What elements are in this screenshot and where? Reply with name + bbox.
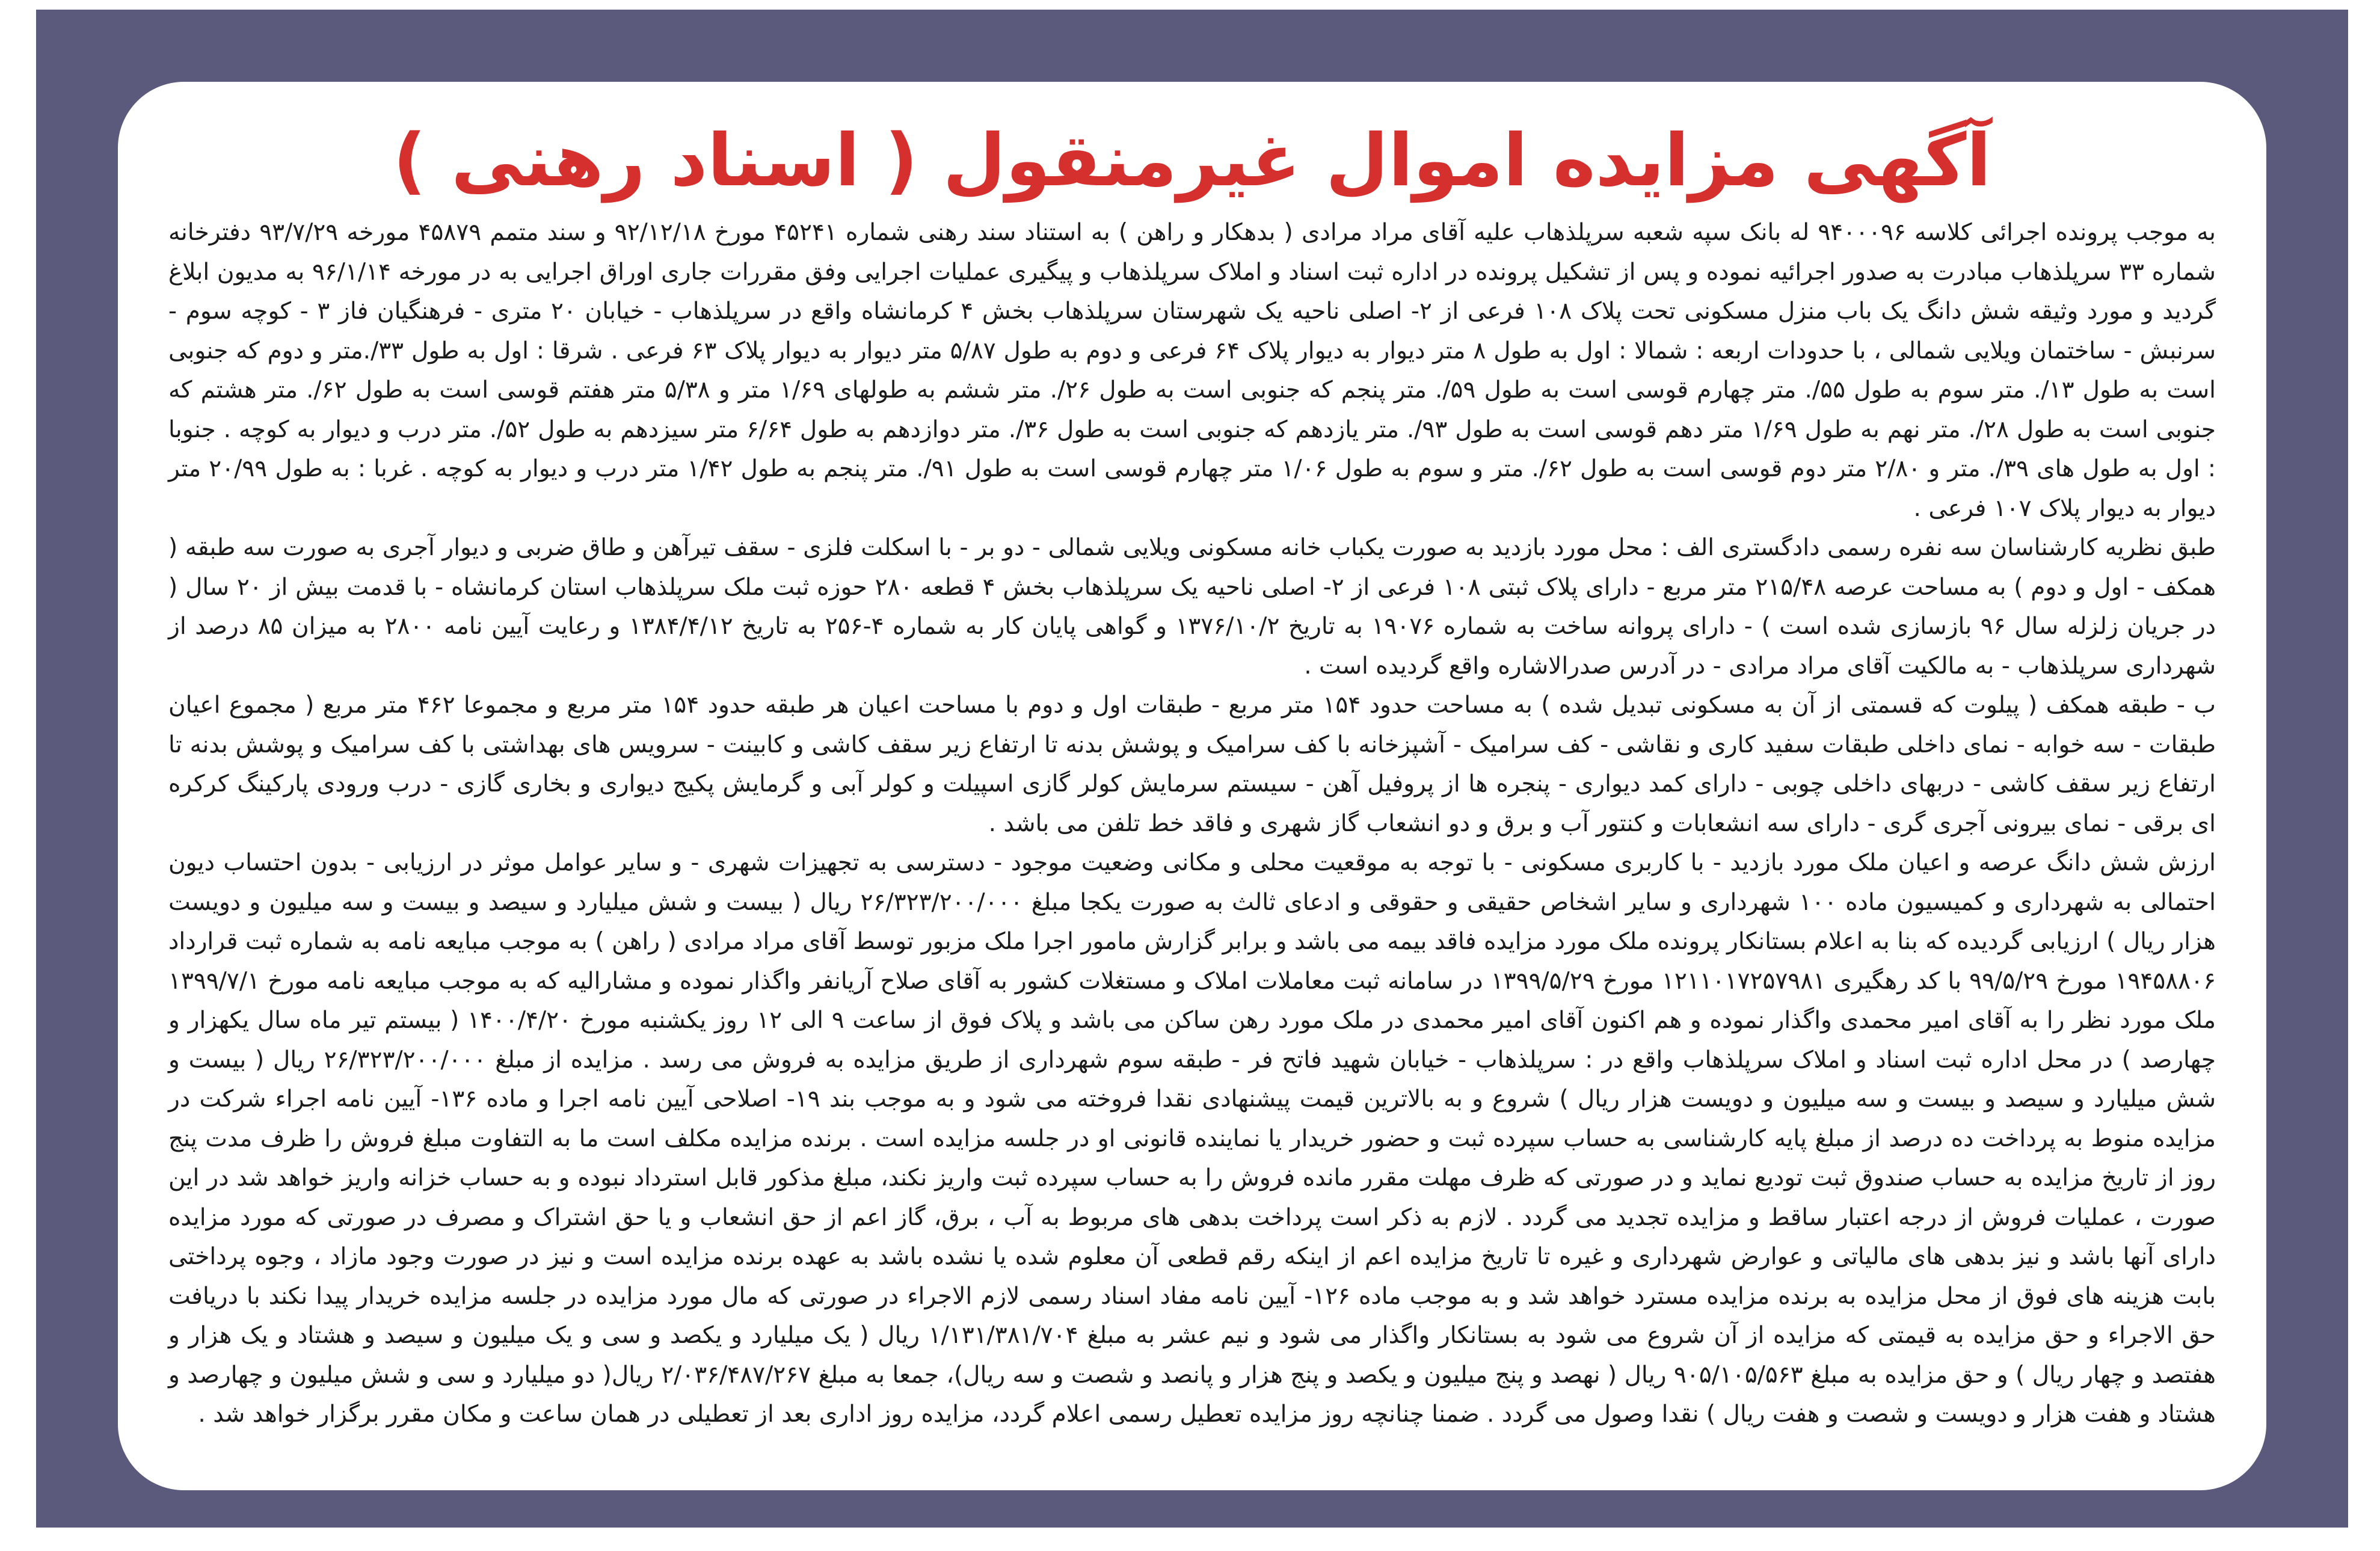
notice-paragraph-3: ب - طبقه همکف ( پیلوت که قسمتی از آن به مسکونی تبدیل شده ) به مساحت حدود ۱۵۴ متر مربع - طبقات اول و دوم با مساحت اعیان هر طبقه حدود ۱۵۴ متر مربع و مجموعا ۴۶۲ متر مربع ( مجموع اعیان طبقات - سه خوابه - نمای داخلی طبقات سفید کاری و نقاشی - کف سرامیک - آشپزخانه با کف سرامیک و پوشش بدنه تا ارتفاع زیر سقف کاشی و کابینت - سرویس های بهداشتی با کف سرامیک و پوشش بدنه تا ارتفاع زیر سقف کاشی - دربهای داخلی چوبی - دارای کمد دیواری - پنجره ها از پروفیل آهن - سیستم سرمایش کولر گازی اسپیلت و کولر آبی و گرمایش پکیج دیواری و بخاری گازی - درب ورودی پارکینگ کرکره ای برقی - نمای بیرونی آجری گری - دارای سه انشعابات و کنتور آب و برق و دو انشعاب گاز شهری و فاقد خط تلفن می باشد .	[168, 692, 2216, 837]
notice-paragraph-1: به موجب پرونده اجرائی کلاسه ۹۴۰۰۰۹۶ له بانک سپه شعبه سرپلذهاب علیه آقای مراد مرادی ( بدهکار و راهن ) به استناد سند رهنی شماره ۴۵۲۴۱ مورخ ۹۲/۱۲/۱۸ و سند متمم ۴۵۸۷۹ مورخه ۹۳/۷/۲۹ دفترخانه شماره ۳۳ سرپلذهاب مبادرت به صدور اجرائیه نموده و پس از تشکیل پرونده در اداره ثبت اسناد و املاک سرپلذهاب و پیگیری عملیات اجرایی وفق مقررات جاری اوراق اجرایی به در مورخه ۹۶/۱/۱۴ به مدیون ابلاغ گردید و مورد وثیقه شش دانگ یک باب منزل مسکونی تحت پلاک ۱۰۸ فرعی از ۲- اصلی ناحیه یک شهرستان سرپلذهاب بخش ۴ کرمانشاه واقع در سرپلذهاب - خیابان ۲۰ متری - فرهنگیان فاز ۳ - کوچه سوم - سرنبش - ساختمان ویلایی شمالی ، با حدودات اربعه : شمالا : اول به طول ۸ متر دیوار به دیوار پلاک ۶۴ فرعی و دوم به طول ۵/۸۷ متر دیوار به دیوار پلاک ۶۳ فرعی . شرقا : اول به طول ۳۳/.متر و دوم که جنوبی است به طول ۱۳/. متر سوم به طول ۵۵/. متر چهارم قوسی است به طول ۵۹/. متر پنجم که جنوبی است به طول ۲۶/. متر ششم به طولهای ۱/۶۹ متر و ۵/۳۸ متر هفتم قوسی است به طول ۶۲/. متر هشتم که جنوبی است به طول ۲۸/. متر نهم به طول ۱/۶۹ متر دهم قوسی است به طول ۹۳/. متر یازدهم که جنوبی است به طول ۳۶/. متر دوازدهم به طول ۶/۶۴ متر سیزدهم به طول ۵۲/. متر درب و دیوار به کوچه . جنوبا : اول به طول های ۳۹/. متر و ۲/۸۰ متر دوم قوسی است به طول ۶۲/. متر و سوم به طول ۱/۰۶ متر چهارم قوسی است به طول ۹۱/. متر پنجم به طول ۱/۴۲ متر درب و دیوار به کوچه . غربا : به طول ۲۰/۹۹ متر دیوار به دیوار پلاک ۱۰۷ فرعی .	[168, 219, 2216, 522]
notice-title: آگهی مزایده اموال غیرمنقول ( اسناد رهنی )	[393, 119, 1991, 203]
notice-paragraph-4: ارزش شش دانگ عرصه و اعیان ملک مورد بازدید - با کاربری مسکونی - با توجه به موقعیت محلی و مکانی وضعیت موجود - دسترسی به تجهیزات شهری - و سایر عوامل موثر در ارزیابی - بدون احتساب دیون احتمالی به شهرداری و کمیسیون ماده ۱۰۰ شهرداری و سایر اشخاص حقیقی و حقوقی و ادعای ثالث به صورت یکجا مبلغ ۲۶/۳۲۳/۲۰۰/۰۰۰ ریال ( بیست و شش میلیارد و سیصد و بیست و سه میلیون و دویست هزار ریال ) ارزیابی گردیده که بنا به اعلام بستانکار پرونده ملک مورد مزایده فاقد بیمه می باشد و برابر گزارش مامور اجرا ملک مزبور توسط آقای مراد مرادی ( راهن ) به موجب مبایعه نامه به شماره ثبت قرارداد ۱۹۴۵۸۸۰۶ مورخ ۹۹/۵/۲۹ با کد رهگیری ۱۲۱۱۰۱۷۲۵۷۹۸۱ مورخ ۱۳۹۹/۵/۲۹ در سامانه ثبت معاملات املاک و مستغلات کشور به آقای صلاح آریانفر واگذار نموده و مشارالیه که به موجب مبایعه نامه مورخ ۱۳۹۹/۷/۱ ملک مورد نظر را به آقای امیر محمدی واگذار نموده و هم اکنون آقای امیر محمدی در ملک مورد رهن ساکن می باشد و پلاک فوق از ساعت ۹ الی ۱۲ روز یکشنبه مورخ ۱۴۰۰/۴/۲۰ ( بیستم تیر ماه سال یکهزار و چهارصد ) در محل اداره ثبت اسناد و املاک سرپلذهاب واقع در : سرپلذهاب - خیابان شهید فاتح فر - طبقه سوم شهرداری از طریق مزایده به فروش می رسد . مزایده از مبلغ ۲۶/۳۲۳/۲۰۰/۰۰۰ ریال ( بیست و شش میلیارد و سیصد و بیست و سه میلیون و دویست هزار ریال ) شروع و به بالاترین قیمت پیشنهادی نقدا فروخته می شود و به موجب بند ۱۹- اصلاحی آیین نامه اجرا و ماده ۱۳۶- آیین نامه اجراء شرکت در مزایده منوط به پرداخت ده درصد از مبلغ پایه کارشناسی به حساب سپرده ثبت و حضور خریدار یا نماینده قانونی او در جلسه مزایده است . برنده مزایده مکلف است ما به التفاوت مبلغ فروش را ظرف مدت پنج روز از تاریخ مزایده به حساب صندوق ثبت تودیع نماید و در صورتی که ظرف مهلت مقرر مانده فروش را به حساب سپرده ثبت واریز نکند، مبلغ مذکور قابل استرداد نبوده و به حساب خزانه واریز خواهد شد در این صورت ، عملیات فروش از درجه اعتبار ساقط و مزایده تجدید می گردد . لازم به ذکر است پرداخت بدهی های مربوط به آب ، برق، گاز اعم از حق انشعاب و یا حق اشتراک و مصرف در صورتی که مورد مزایده دارای آنها باشد و نیز بدهی های مالیاتی و عوارض شهرداری و غیره تا تاریخ مزایده اعم از اینکه رقم قطعی آن معلوم شده یا نشده باشد به عهده برنده مزایده است و نیز در صورت وجود مازاد ، وجوه پرداختی بابت هزینه های فوق از محل مزایده به برنده مزایده مسترد خواهد شد و به موجب ماده ۱۲۶- آیین نامه مفاد اسناد رسمی لازم الاجراء در صورتی که مال مورد مزایده در جلسه مزایده خریدار پیدا نکند با دریافت حق الاجراء و حق مزایده به قیمتی که مزایده از آن شروع می شود به بستانکار واگذار می شود و نیم عشر به مبلغ ۱/۱۳۱/۳۸۱/۷۰۴ ریال ( یک میلیارد و یکصد و سی و یک میلیون و سیصد و هشتاد و یک هزار و هفتصد و چهار ریال ) و حق مزایده به مبلغ ۹۰۵/۱۰۵/۵۶۳ ریال ( نهصد و پنج میلیون و یکصد و پنج هزار و پانصد و شصت و سه ریال)، جمعا به مبلغ ۲/۰۳۶/۴۸۷/۲۶۷ ریال( دو میلیارد و سی و شش میلیون و چهارصد و هشتاد و هفت هزار و دویست و شصت و هفت ریال ) نقدا وصول می گردد . ضمنا چنانچه روز مزایده تعطیل رسمی اعلام گردد، مزایده روز اداری بعد از تعطیلی در همان ساعت و مکان مقرر برگزار خواهد شد .	[168, 849, 2216, 1428]
notice-body	[168, 213, 2216, 1434]
notice-frame	[36, 10, 2348, 1528]
notice-paragraph-2: طبق نظریه کارشناسان سه نفره رسمی دادگستری الف : محل مورد بازدید به صورت یکباب خانه مسکونی ویلایی شمالی - دو بر - با اسکلت فلزی - سقف تیرآهن و طاق ضربی و دیوار آجری به صورت سه طبقه ( همکف - اول و دوم ) به مساحت عرصه ۲۱۵/۴۸ متر مربع - دارای پلاک ثبتی ۱۰۸ فرعی از ۲- اصلی ناحیه یک سرپلذهاب بخش ۴ قطعه ۲۸۰ حوزه ثبت ملک سرپلذهاب استان کرمانشاه - با قدمت بیش از ۲۰ سال ( در جریان زلزله سال ۹۶ بازسازی شده است ) - دارای پروانه ساخت به شماره ۱۹۰۷۶ به تاریخ ۱۳۷۶/۱۰/۲ و گواهی پایان کار به شماره ۴-۲۵۶ به تاریخ ۱۳۸۴/۴/۱۲ و رعایت آیین نامه ۲۸۰۰ به میزان ۸۵ درصد از شهرداری سرپلذهاب - به مالکیت آقای مراد مرادی - در آدرس صدرالاشاره واقع گردیده است .	[168, 534, 2216, 680]
notice-card	[118, 82, 2266, 1490]
